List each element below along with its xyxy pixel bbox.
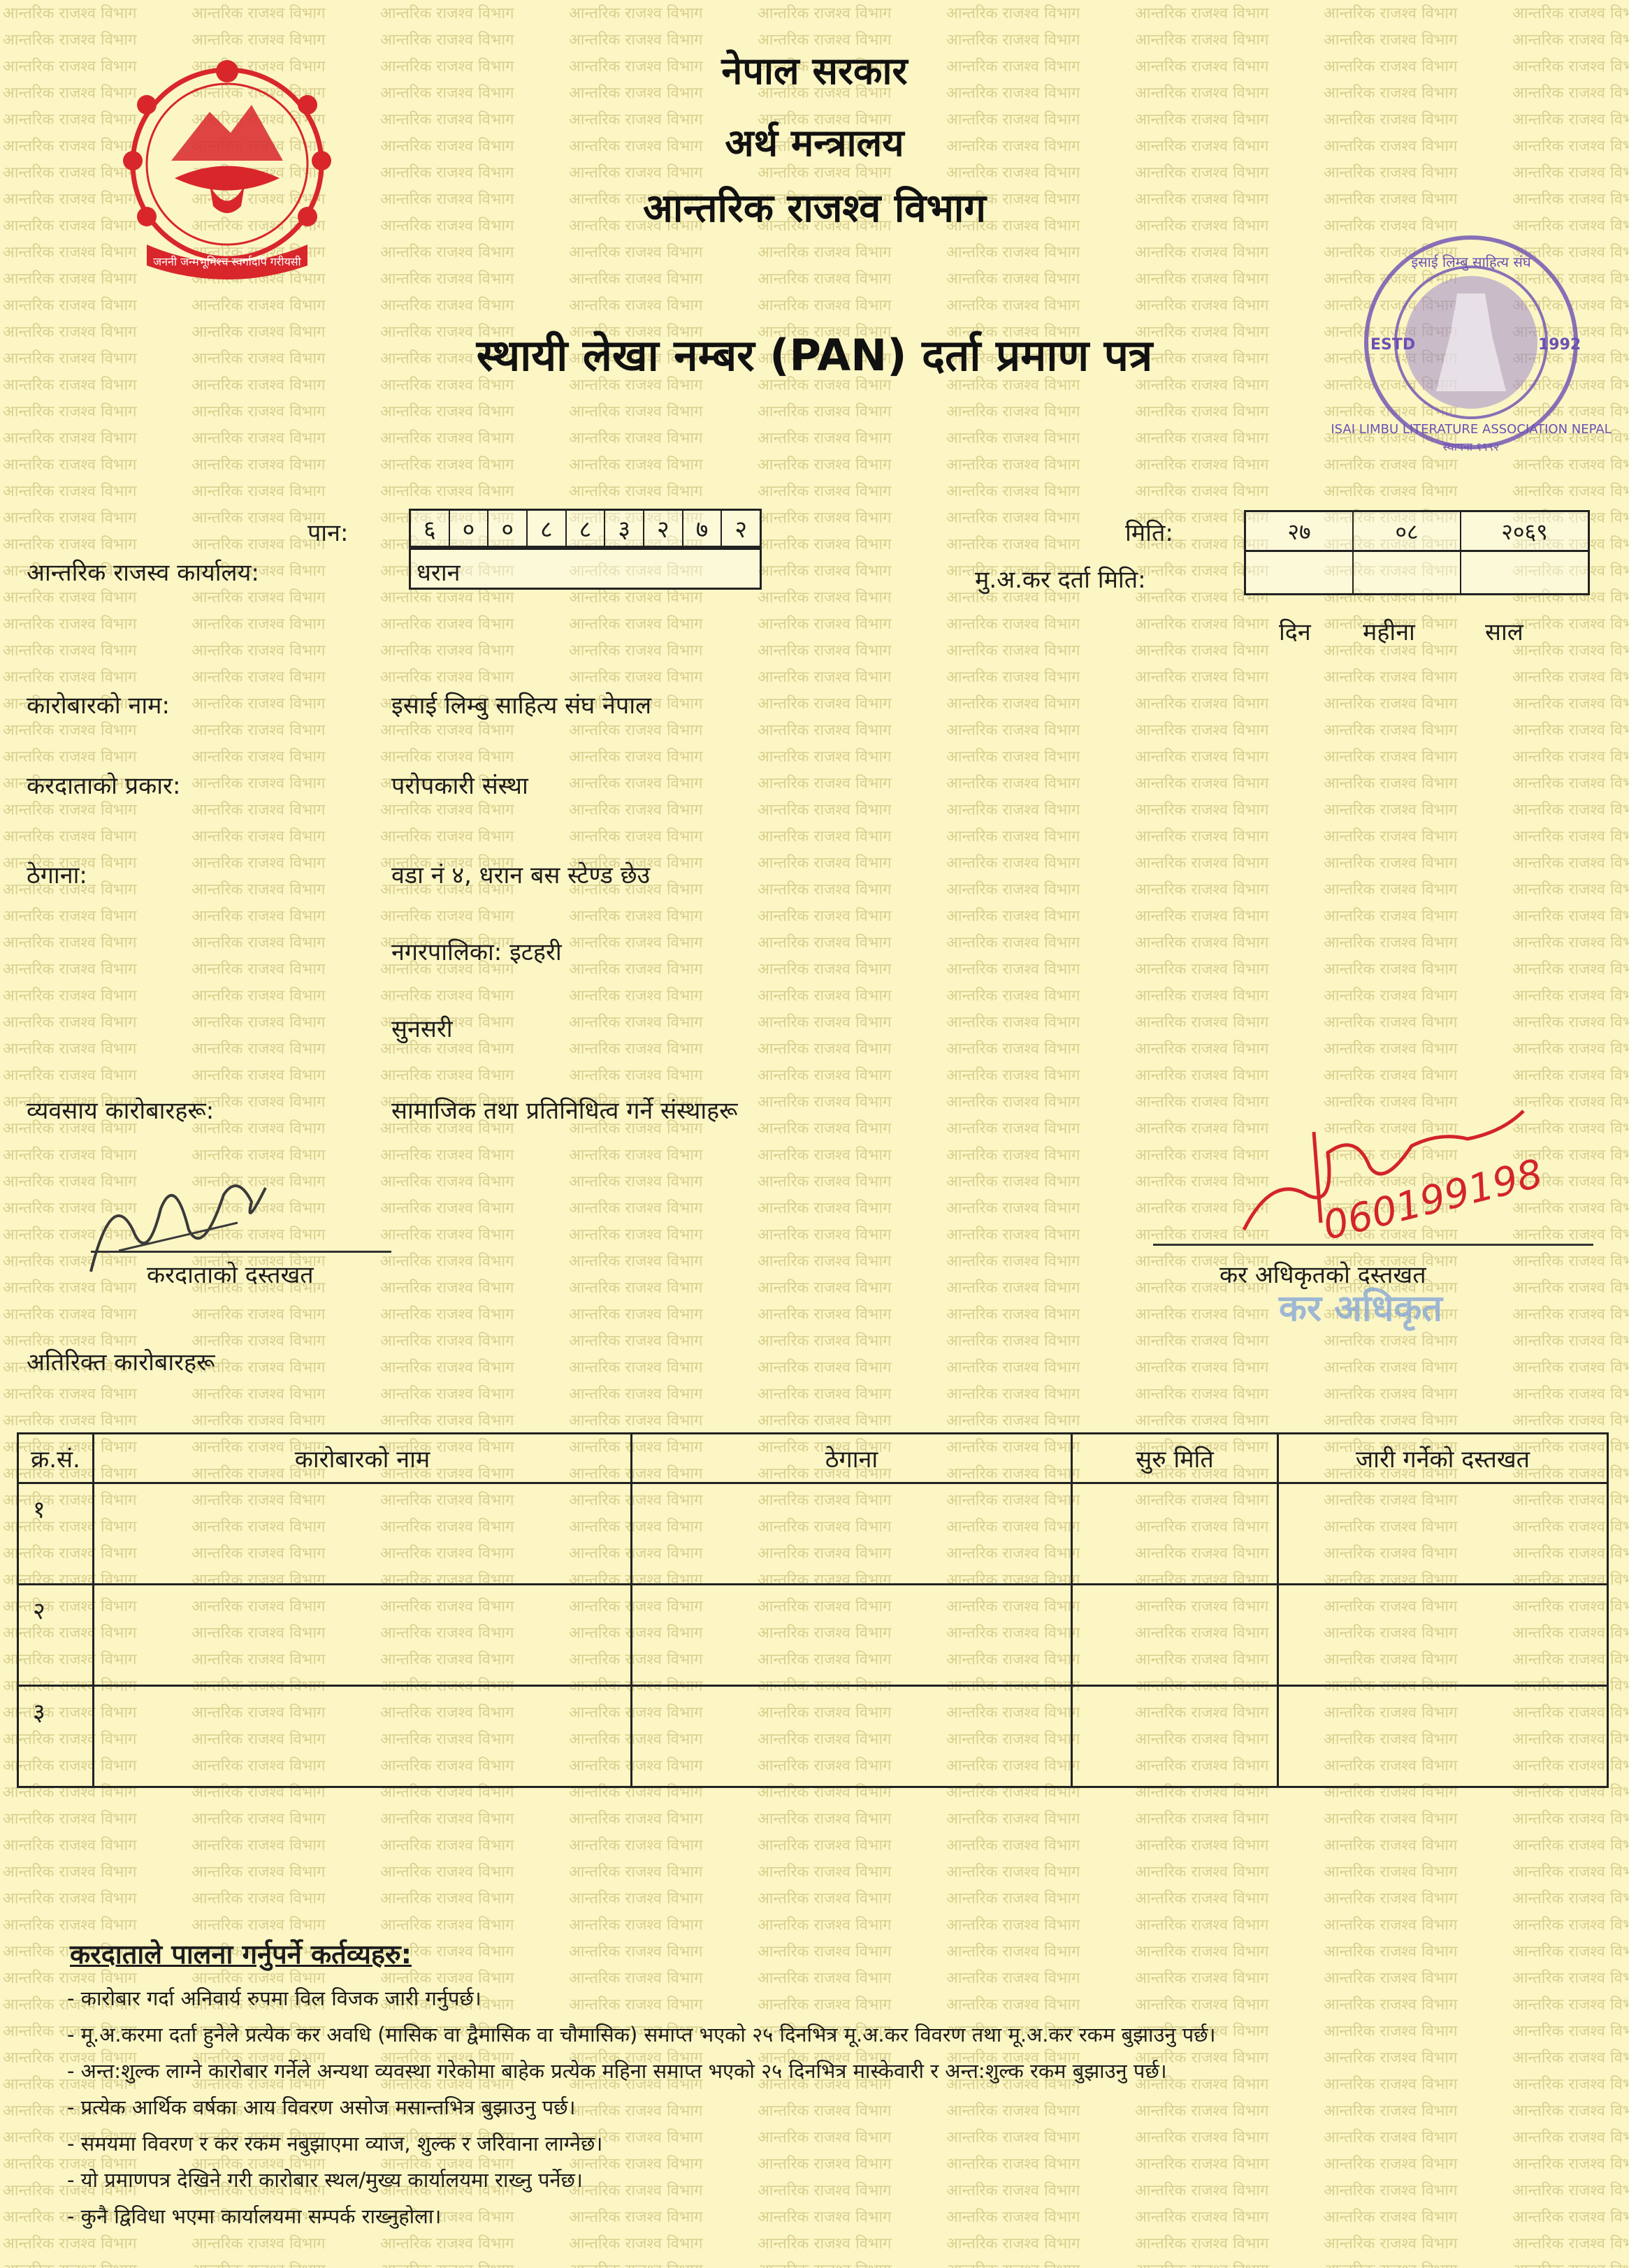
table-cell: ३	[18, 1686, 94, 1787]
address-line-3: सुनसरी	[391, 1015, 453, 1043]
taxpayer-type-value: परोपकारी संस्था	[391, 772, 528, 800]
additional-businesses-label: अतिरिक्त कारोबारहरू	[27, 1349, 215, 1376]
officer-signature-label: कर अधिकृतको दस्तखत	[1219, 1261, 1426, 1289]
table-cell	[632, 1585, 1072, 1686]
stamp-ring-text: ISAI LIMBU LITERATURE ASSOCIATION NEPAL	[1331, 422, 1612, 437]
vat-date-month	[1354, 552, 1461, 593]
pan-digit: ६	[411, 511, 450, 546]
header-government: नेपाल सरकार	[721, 49, 908, 93]
table-cell: १	[18, 1483, 94, 1585]
year-caption: साल	[1485, 618, 1523, 646]
stamp-bottom-text: स्थापना १९९२	[1442, 440, 1500, 453]
date-month: ०८	[1354, 512, 1461, 550]
table-cell	[1072, 1585, 1278, 1686]
table-header-row	[18, 1434, 1608, 1483]
duty-item: - अन्त:शुल्क लाग्ने कारोबार गर्नेले अन्यथा व्यवस्था गरेकोमा बाहेक प्रत्येक महिना समाप्त भएको २५ दिनभित्र मास्केवारी र अन्त:शुल्क रकम बुझाउनु पर्छ।	[67, 2059, 1167, 2083]
duty-item: - कुनै द्विविधा भएमा कार्यालयमा सम्पर्क राख्नुहोला।	[67, 2204, 442, 2228]
pan-digit: २	[644, 511, 683, 546]
officer-number: 060199198	[1318, 1151, 1547, 1249]
header-ministry: अर्थ मन्त्रालय	[725, 121, 904, 165]
column-header: ठेगाना	[632, 1434, 1072, 1483]
pan-digit: ७	[683, 511, 723, 546]
pan-digit: ०	[450, 511, 489, 546]
day-caption: दिन	[1279, 618, 1311, 646]
emblem-motto: जननी जन्मभूमिश्च स्वर्गादपि गरीयसी	[153, 255, 301, 268]
vat-date-label: मु.अ.कर दर्ता मिति:	[975, 566, 1146, 594]
table-cell	[632, 1686, 1072, 1787]
date-label: मिति:	[1125, 519, 1173, 547]
date-box	[1244, 510, 1590, 552]
table-cell	[1278, 1686, 1608, 1787]
duty-item: - प्रत्येक आर्थिक वर्षका आय विवरण असोज मसान्तभित्र बुझाउनु पर्छ।	[67, 2095, 576, 2119]
date-year: २०६९	[1501, 518, 1548, 545]
table-row	[18, 1686, 1608, 1787]
vat-date-day	[1246, 552, 1354, 593]
officer-signature-line	[1153, 1244, 1593, 1246]
month-caption: महीना	[1363, 618, 1415, 646]
stamp-top-text: इसाई लिम्बु साहित्य संघ	[1411, 254, 1531, 270]
taxpayer-signature-line	[91, 1251, 391, 1253]
business-activities-value: सामाजिक तथा प्रतिनिधित्व गर्ने संस्थाहरू	[391, 1097, 738, 1125]
stamp-left-text: ESTD	[1370, 336, 1416, 354]
table-cell	[1278, 1483, 1608, 1585]
taxpayer-signature-label: करदाताको दस्तखत	[147, 1261, 314, 1289]
column-header: क्र.सं.	[18, 1434, 94, 1483]
table-cell	[94, 1585, 632, 1686]
pan-digit: ०	[488, 511, 528, 546]
duty-item: - कारोबार गर्दा अनिवार्य रुपमा विल विजक जारी गर्नुपर्छ।	[67, 1986, 482, 2010]
office-value-box	[409, 548, 762, 590]
date-day: २७	[1246, 512, 1354, 550]
pan-digit: ८	[528, 511, 567, 546]
table-row	[18, 1483, 1608, 1585]
column-header: कारोबारको नाम	[94, 1434, 632, 1483]
duty-item: - समयमा विवरण र कर रकम नबुझाएमा व्याज, शुल्क र जरिवाना लाग्नेछ।	[67, 2132, 603, 2156]
header-department: आन्तरिक राजश्व विभाग	[643, 186, 986, 231]
table-cell	[632, 1483, 1072, 1585]
table-cell	[1072, 1483, 1278, 1585]
table-row	[18, 1585, 1608, 1686]
vat-date-box	[1244, 552, 1590, 595]
table-cell	[94, 1686, 632, 1787]
duty-item: - मू.अ.करमा दर्ता हुनेले प्रत्येक कर अवधि (मासिक वा द्वैमासिक वा चौमासिक) समाप्त भएको २५ दिनभित्र मू.अ.कर विवरण तथा मू.अ.कर रकम बुझाउनु पर्छ।	[67, 2023, 1216, 2047]
business-activities-label: व्यवसाय कारोबारहरू:	[27, 1097, 215, 1125]
table-cell: २	[18, 1585, 94, 1686]
additional-businesses-table	[17, 1432, 1609, 1788]
column-header: जारी गर्नेको दस्तखत	[1278, 1434, 1608, 1483]
column-header: सुरु मिति	[1072, 1434, 1278, 1483]
stamp-right-text: 1992	[1538, 336, 1581, 354]
address-line-2: नगरपालिका: इटहरी	[391, 938, 562, 966]
office-value: धरान	[417, 559, 461, 587]
pan-digit: ८	[567, 511, 606, 546]
association-stamp-icon	[1331, 231, 1612, 454]
pan-number-box	[409, 509, 762, 548]
pan-digit: ३	[605, 511, 644, 546]
table-cell	[1072, 1686, 1278, 1787]
address-line-1: वडा नं ४, धरान बस स्टेण्ड छेउ	[391, 862, 651, 889]
officer-stamp: कर अधिकृत	[1279, 1288, 1443, 1330]
address-label: ठेगाना:	[27, 862, 87, 889]
vat-date-year	[1461, 552, 1588, 593]
table-cell	[94, 1483, 632, 1585]
duties-title: करदाताले पालना गर्नुपर्ने कर्तव्यहरु:	[70, 1939, 412, 1970]
duty-item: - यो प्रमाणपत्र देखिने गरी कारोबार स्थल/मुख्य कार्यालयमा राख्नु पर्नेछ।	[67, 2168, 583, 2192]
taxpayer-type-label: करदाताको प्रकार:	[27, 772, 181, 800]
table-cell	[1278, 1585, 1608, 1686]
pan-label: पान:	[307, 519, 349, 547]
business-name-value: इसाई लिम्बु साहित्य संघ नेपाल	[391, 692, 652, 720]
business-name-label: कारोबारको नाम:	[27, 692, 170, 720]
pan-digit: २	[734, 516, 748, 544]
office-label: आन्तरिक राजस्व कार्यालय:	[27, 559, 259, 587]
certificate-title: स्थायी लेखा नम्बर (PAN) दर्ता प्रमाण पत्र	[476, 330, 1153, 381]
